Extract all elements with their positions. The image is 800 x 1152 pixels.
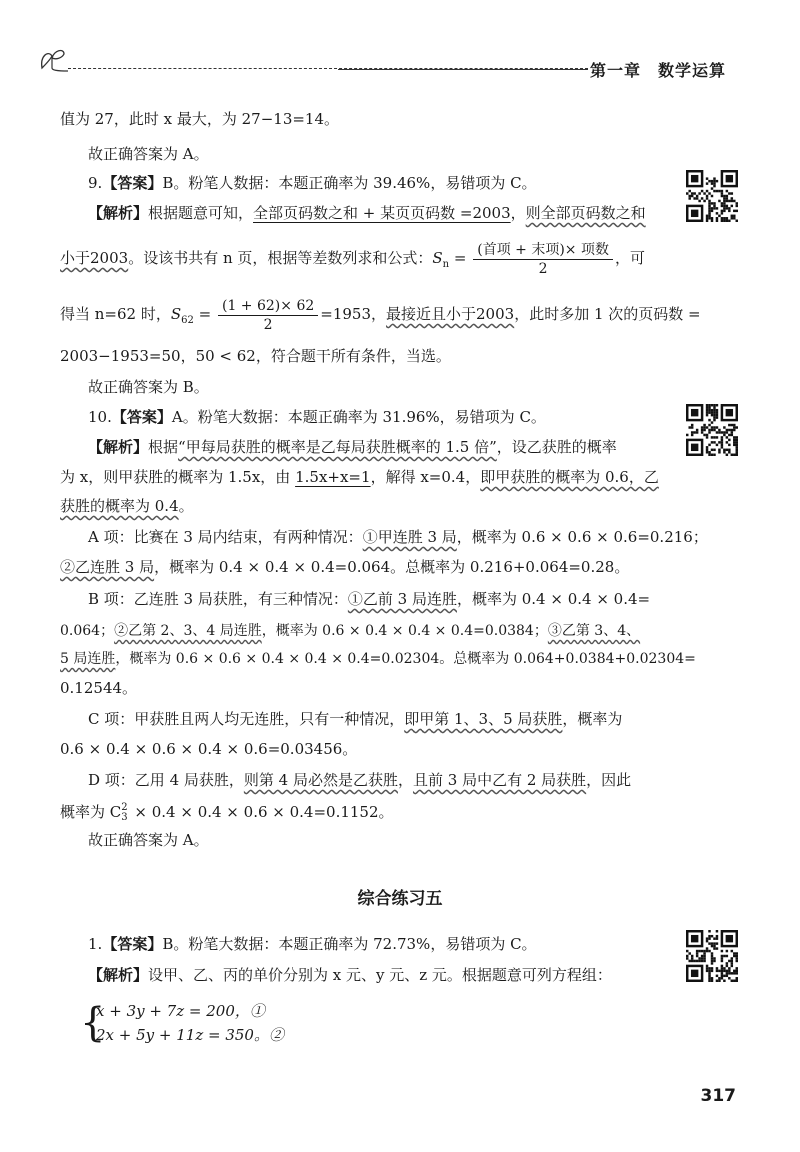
option-c-line [88, 708, 622, 730]
answer-line-q9 [88, 172, 537, 194]
text-line: 故正确答案为 A。 [88, 145, 209, 163]
option-b-line [60, 648, 696, 670]
text-span: =1953， [320, 305, 387, 323]
text-line: 2003−1953=50，50 < 62，符合题干所有条件，当选。 [60, 347, 451, 365]
section-title: 综合练习五 [357, 889, 443, 909]
text-span: = [193, 305, 216, 323]
option-b-line [60, 620, 640, 642]
page-number: 317 [700, 1086, 736, 1106]
text-span: ，概率为 0.6 × 0.4 × 0.4 × 0.4=0.0384； [261, 623, 548, 639]
option-b-line: 0.12544。 [60, 679, 138, 697]
text-span: ， [510, 204, 526, 222]
analysis-line [88, 202, 646, 224]
text-span: 为 x，则甲获胜的概率为 1.5x，由 [60, 468, 296, 486]
wavy-span: ①乙前 3 局连胜 [347, 590, 457, 608]
answer-tag: 【答案】 [102, 935, 163, 953]
equation-1: x + 3y + 7z = 200，① [96, 1002, 265, 1020]
text-span: 设甲、乙、丙的单价分别为 x 元、y 元、z 元。根据题意可列方程组： [148, 966, 612, 984]
answer-tag: 【答案】 [111, 408, 172, 426]
wavy-span: 则第 4 局必然是乙获胜 [243, 771, 398, 789]
analysis-tag: 【解析】 [88, 204, 149, 222]
text-span: ，概率为 0.6 × 0.6 × 0.4 × 0.4 × 0.4=0.02304。总概率为 0.064+0.0384+0.02304= [115, 651, 696, 667]
question-number: 9. [88, 174, 103, 192]
wavy-span: ②乙连胜 3 局 [60, 558, 155, 576]
text-span: 根据 [148, 438, 179, 456]
text-span: ，可 [614, 249, 645, 267]
analysis-tag: 【解析】 [88, 966, 149, 984]
combination-sub: 3 [121, 812, 128, 823]
text-line [60, 495, 194, 517]
wavy-span: 即甲获胜的概率为 0.6，乙 [480, 468, 659, 486]
formula-subscript: n [442, 259, 450, 270]
formula-subscript: 62 [181, 315, 194, 326]
answer-text: A。粉笔大数据：本题正确率为 31.96%，易错项为 C。 [171, 408, 546, 426]
wavy-span: 且前 3 局中乙有 2 局获胜 [412, 771, 587, 789]
analysis-line [88, 436, 617, 458]
text-span: 概率为 C [60, 803, 122, 821]
leaf-icon [38, 46, 68, 72]
fraction-numerator: (首项 + 末项)× 项数 [473, 241, 613, 260]
text-span: D 项：乙用 4 局获胜， [88, 771, 244, 789]
underlined-span: 全部页码数之和 + 某页页码数 =2003 [253, 204, 511, 222]
wavy-span: 小于2003 [60, 249, 129, 267]
wavy-span: ①甲连胜 3 局 [362, 528, 457, 546]
fraction [218, 297, 318, 334]
wavy-span: ②乙第 2、3、4 局连胜 [114, 623, 262, 639]
text-span: ，因此 [586, 771, 632, 789]
text-span: ，概率为 0.6 × 0.6 × 0.6=0.216； [456, 528, 708, 546]
qr-code-icon [686, 170, 738, 222]
question-number: 1. [88, 935, 103, 953]
text-span: ， [397, 771, 413, 789]
wavy-span: 5 局连胜 [60, 651, 116, 667]
page-header [38, 44, 738, 78]
formula-line [60, 294, 701, 341]
text-line [60, 466, 659, 488]
text-span: 。 [178, 497, 194, 515]
answer-text: B。粉笔人数据：本题正确率为 39.46%，易错项为 C。 [162, 174, 537, 192]
wavy-span: 获胜的概率为 0.4 [60, 497, 179, 515]
option-c-line: 0.6 × 0.4 × 0.6 × 0.4 × 0.6=0.03456。 [60, 740, 358, 758]
conclusion-line: 故正确答案为 B。 [88, 378, 209, 396]
answer-text: B。粉笔大数据：本题正确率为 72.73%，易错项为 C。 [162, 935, 537, 953]
qr-code-icon [686, 930, 738, 982]
fraction-numerator: (1 + 62)× 62 [218, 297, 318, 316]
header-rule-solid [338, 69, 588, 70]
formula-line [60, 238, 645, 285]
text-span: ，概率为 0.4 × 0.4 × 0.4=0.064。总概率为 0.216+0.064=0.28。 [154, 558, 630, 576]
wavy-span: 即甲第 1、3、5 局获胜 [404, 710, 563, 728]
underlined-span: 1.5x+x=1 [295, 468, 371, 486]
option-d-line [88, 769, 631, 791]
conclusion-line: 故正确答案为 A。 [88, 831, 209, 849]
analysis-line [88, 964, 612, 986]
text-line: 值为 27，此时 x 最大，为 27−13=14。 [60, 110, 340, 128]
wavy-span: ③乙第 3、4、 [547, 623, 641, 639]
text-span: A 项：比赛在 3 局内结束，有两种情况： [88, 528, 363, 546]
answer-line-q10 [88, 406, 546, 428]
formula-var: S [170, 305, 182, 323]
text-span: 根据题意可知， [148, 204, 254, 222]
formula-var: S [432, 249, 443, 267]
text-span: = [449, 249, 472, 267]
text-span: ，此时多加 1 次的页码数 = [514, 305, 701, 323]
qr-code-icon [686, 404, 738, 456]
text-span: C 项：甲获胜且两人均无连胜，只有一种情况， [88, 710, 405, 728]
text-span: 得当 n=62 时， [60, 305, 171, 323]
text-span: ，概率为 [562, 710, 623, 728]
combination-indices [121, 803, 127, 823]
text-span: ，解得 x=0.4， [370, 468, 481, 486]
fraction [473, 241, 613, 278]
option-d-line [60, 801, 394, 823]
text-span: ，概率为 0.4 × 0.4 × 0.4= [456, 590, 651, 608]
text-span: 0.064； [60, 623, 115, 639]
analysis-tag: 【解析】 [88, 438, 149, 456]
text-span: × 0.4 × 0.4 × 0.6 × 0.4=0.1152。 [129, 803, 394, 821]
answer-tag: 【答案】 [102, 174, 163, 192]
equation-brace: { [80, 1000, 106, 1046]
option-a-line [88, 526, 708, 548]
combination-sup: 2 [121, 802, 128, 813]
equation-2: 2x + 5y + 11z = 350。② [96, 1026, 284, 1044]
text-span: ，设乙获胜的概率 [496, 438, 617, 456]
option-a-line [60, 556, 629, 578]
chapter-title: 第一章 数学运算 [589, 61, 726, 80]
fraction-denominator: 2 [263, 316, 273, 333]
text-span: 。设该书共有 n 页，根据等差数列求和公式： [128, 249, 433, 267]
question-number: 10. [88, 408, 112, 426]
fraction-denominator: 2 [538, 260, 548, 277]
wavy-span: 最接近且小于2003 [386, 305, 515, 323]
option-b-line [88, 588, 650, 610]
wavy-span: “甲每局获胜的概率是乙每局获胜概率的 1.5 倍” [178, 438, 497, 456]
text-span: B 项：乙连胜 3 局获胜，有三种情况： [88, 590, 348, 608]
wavy-span: 则全部页码数之和 [525, 204, 646, 222]
answer-line-p1 [88, 933, 537, 955]
